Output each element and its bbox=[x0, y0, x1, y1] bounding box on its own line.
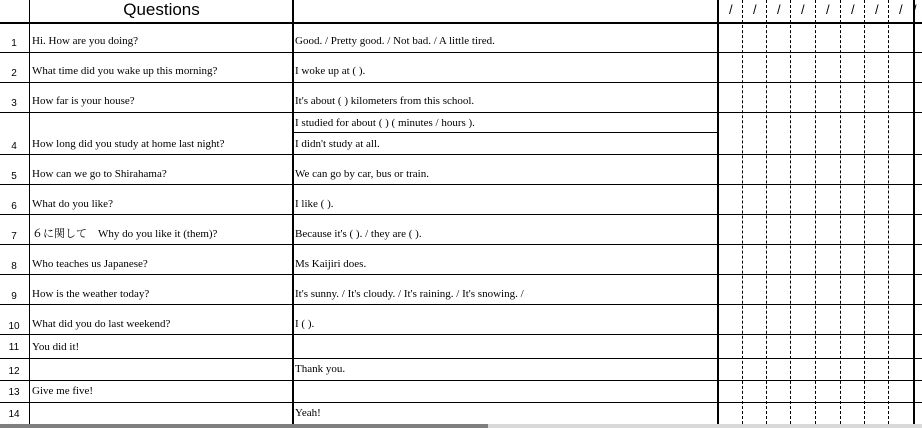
answer-text: It's about ( ) kilometers from this school. bbox=[295, 95, 475, 107]
date-slash-mark: / bbox=[729, 2, 733, 17]
question-text: How is the weather today? bbox=[32, 288, 150, 300]
column-header-questions: Questions bbox=[123, 0, 200, 19]
answer-text: I didn't study at all. bbox=[295, 138, 380, 150]
row-divider bbox=[0, 304, 922, 305]
row-number: 10 bbox=[8, 321, 20, 332]
question-text: Hi. How are you doing? bbox=[32, 35, 139, 47]
check-column-divider bbox=[888, 0, 889, 424]
date-slash-mark: / bbox=[826, 2, 830, 17]
date-slash-mark: / bbox=[913, 2, 917, 17]
answer-text: It's sunny. / It's cloudy. / It's raining. / It's snowing. / bbox=[295, 288, 524, 300]
row-divider bbox=[0, 334, 922, 335]
question-text: How far is your house? bbox=[32, 95, 135, 107]
question-text: What did you do last weekend? bbox=[32, 318, 171, 330]
column-divider bbox=[913, 0, 915, 424]
answer-text: I ( ). bbox=[295, 318, 315, 330]
row-number: 14 bbox=[8, 409, 20, 420]
date-slash-mark: / bbox=[753, 2, 757, 17]
answer-text: Thank you. bbox=[295, 363, 346, 375]
row-number: 8 bbox=[11, 261, 17, 272]
answer-text: Ms Kaijiri does. bbox=[295, 258, 367, 270]
row-divider bbox=[0, 22, 922, 24]
answer-text: Good. / Pretty good. / Not bad. / A little tired. bbox=[295, 35, 495, 47]
row-divider bbox=[0, 154, 922, 155]
date-slash-mark: / bbox=[875, 2, 879, 17]
horizontal-scrollbar[interactable] bbox=[0, 424, 922, 428]
check-column-divider bbox=[766, 0, 767, 424]
column-divider bbox=[292, 0, 294, 424]
question-text: What time did you wake up this morning? bbox=[32, 65, 218, 77]
answer-text: I studied for about ( ) ( minutes / hours ). bbox=[295, 117, 475, 129]
row-divider bbox=[0, 214, 922, 215]
row-number: 3 bbox=[11, 98, 17, 109]
row-divider bbox=[0, 380, 922, 381]
scrollbar-thumb[interactable] bbox=[0, 424, 488, 428]
question-text: Give me five! bbox=[32, 385, 94, 397]
row-number: 1 bbox=[11, 38, 17, 49]
row-number: 2 bbox=[11, 68, 17, 79]
date-slash-mark: / bbox=[801, 2, 805, 17]
row-number: 6 bbox=[11, 201, 17, 212]
question-text: What do you like? bbox=[32, 198, 113, 210]
question-text: ６に関して Why do you like it (them)? bbox=[32, 228, 218, 240]
question-text: You did it! bbox=[32, 341, 80, 353]
row-number: 13 bbox=[8, 387, 20, 398]
question-text: How can we go to Shirahama? bbox=[32, 168, 167, 180]
row-divider bbox=[0, 52, 922, 53]
row-number: 12 bbox=[8, 366, 20, 377]
row-divider bbox=[0, 112, 922, 113]
question-text: Who teaches us Japanese? bbox=[32, 258, 148, 270]
column-divider bbox=[29, 0, 30, 424]
date-slash-mark: / bbox=[777, 2, 781, 17]
answer-text: Because it's ( ). / they are ( ). bbox=[295, 228, 422, 240]
row-number: 4 bbox=[11, 141, 17, 152]
check-column-divider bbox=[742, 0, 743, 424]
row-divider bbox=[0, 184, 922, 185]
row-divider bbox=[0, 244, 922, 245]
row-number: 7 bbox=[11, 231, 17, 242]
check-column-divider bbox=[864, 0, 865, 424]
date-slash-mark: / bbox=[899, 2, 903, 17]
answer-text: We can go by car, bus or train. bbox=[295, 168, 429, 180]
check-column-divider bbox=[840, 0, 841, 424]
row-divider bbox=[0, 274, 922, 275]
row-number: 9 bbox=[11, 291, 17, 302]
answer-subdivider bbox=[293, 132, 718, 133]
answer-text: I like ( ). bbox=[295, 198, 334, 210]
row-divider bbox=[0, 402, 922, 403]
answer-text: Yeah! bbox=[295, 407, 321, 419]
date-slash-mark: / bbox=[851, 2, 855, 17]
row-divider bbox=[0, 358, 922, 359]
check-column-divider bbox=[815, 0, 816, 424]
question-text: How long did you study at home last night? bbox=[32, 138, 225, 150]
check-column-divider bbox=[790, 0, 791, 424]
column-divider bbox=[717, 0, 719, 424]
row-number: 5 bbox=[11, 171, 17, 182]
answer-text: I woke up at ( ). bbox=[295, 65, 366, 77]
row-divider bbox=[0, 82, 922, 83]
row-number: 11 bbox=[8, 342, 20, 353]
